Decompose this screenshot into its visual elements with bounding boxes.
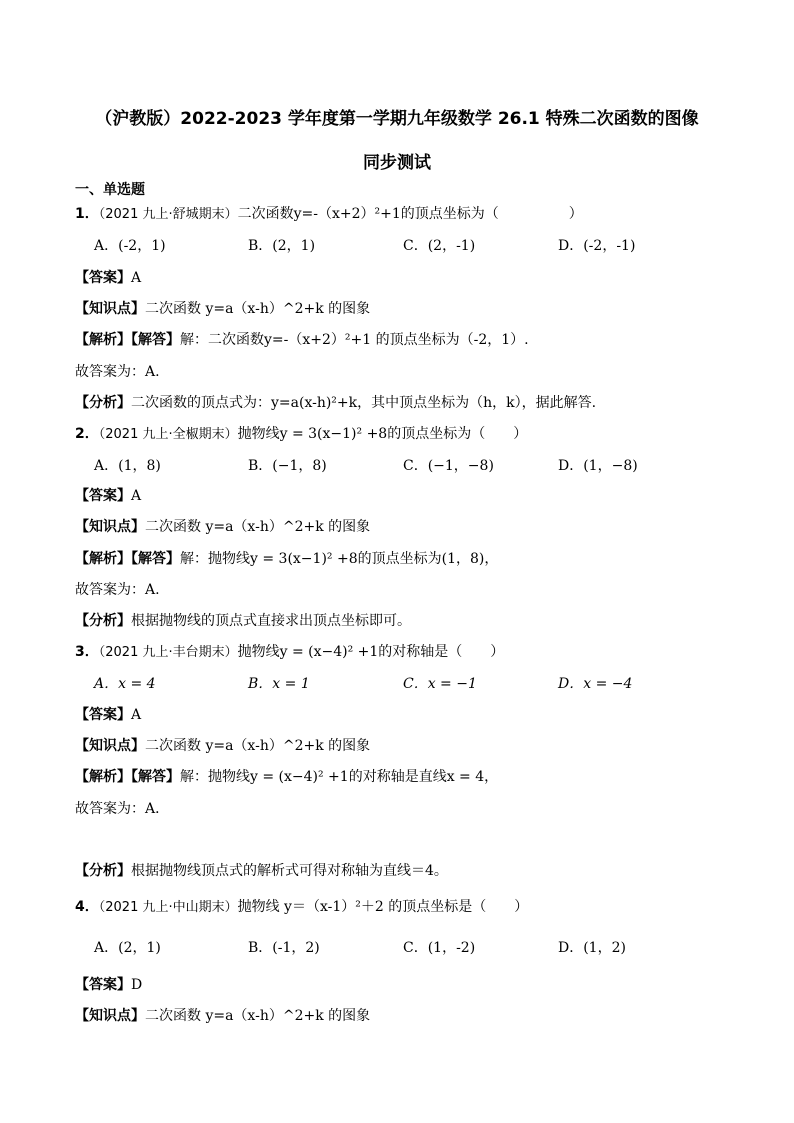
knowledge-label: 【知识点】 xyxy=(75,519,145,535)
answer-label: 【答案】 xyxy=(75,270,131,286)
analysis-label: 【解析】【解答】 xyxy=(75,551,180,567)
solution-text: 解：二次函数y=-（x+2）²+1 的顶点坐标为（-2，1）. xyxy=(180,332,529,348)
question-stem: 抛物线y = (x−4)² +1的对称轴是（ ） xyxy=(237,644,505,660)
knowledge-label: 【知识点】 xyxy=(75,1008,145,1024)
document-title-line1: （沪教版）2022-2023 学年度第一学期九年级数学 26.1 特殊二次函数的图像 xyxy=(95,109,699,129)
question-4-option-a: A．(2，1) xyxy=(94,940,161,956)
knowledge-text: 二次函数 y=a（x-h）^2+k 的图象 xyxy=(145,301,371,317)
analysis-label: 【解析】【解答】 xyxy=(75,332,180,348)
fenxi-text: 根据抛物线顶点式的解析式可得对称轴为直线＝4。 xyxy=(131,863,448,879)
knowledge-text: 二次函数 y=a（x-h）^2+k 的图象 xyxy=(145,519,371,535)
fenxi-label: 【分析】 xyxy=(75,863,131,879)
question-stem: 抛物线 y＝（x-1）²＋2 的顶点坐标是（ ） xyxy=(237,899,529,915)
question-1-stem-line xyxy=(75,204,583,225)
question-1-answer xyxy=(75,268,141,288)
question-stem: 二次函数y=-（x+2）²+1的顶点坐标为（ ） xyxy=(237,206,583,222)
question-3-solution xyxy=(75,767,498,787)
question-1-knowledge xyxy=(75,299,370,319)
question-number: 3． xyxy=(75,644,99,660)
question-number: 2． xyxy=(75,426,99,442)
question-2-solution xyxy=(75,549,498,569)
question-1-option-c: C．(2，-1) xyxy=(403,238,476,254)
solution-text: 解：抛物线y = 3(x−1)² +8的顶点坐标为(1，8)， xyxy=(180,551,499,567)
question-4-knowledge xyxy=(75,1006,370,1026)
question-1-conclusion: 故答案为：A. xyxy=(75,364,160,380)
question-3-stem-line xyxy=(75,642,504,663)
question-3-option-d: D．x = −4 xyxy=(558,676,633,692)
solution-text: 解：抛物线y = (x−4)² +1的对称轴是直线x = 4， xyxy=(180,769,499,785)
question-stem: 抛物线y = 3(x−1)² +8的顶点坐标为（ ） xyxy=(237,426,528,442)
question-source: （2021 九上·舒城期末） xyxy=(98,207,238,222)
question-3-fenxi xyxy=(75,861,448,881)
question-2-fenxi xyxy=(75,611,411,631)
question-4-option-c: C．(1，-2) xyxy=(403,940,476,956)
question-1-option-d: D．(-2，-1) xyxy=(558,238,636,254)
question-2-conclusion: 故答案为：A. xyxy=(75,582,160,598)
question-2-option-c: C．(−1，−8) xyxy=(403,458,494,474)
question-3-option-b: B．x = 1 xyxy=(248,676,310,692)
question-number: 4． xyxy=(75,899,99,915)
knowledge-text: 二次函数 y=a（x-h）^2+k 的图象 xyxy=(145,1008,371,1024)
question-source: （2021 九上·全椒期末） xyxy=(98,427,238,442)
knowledge-label: 【知识点】 xyxy=(75,738,145,754)
question-1-option-b: B．(2，1) xyxy=(248,238,316,254)
section-heading: 一、单选题 xyxy=(75,182,145,198)
question-number: 1． xyxy=(75,206,99,222)
question-source: （2021 九上·中山期末） xyxy=(98,900,238,915)
answer-value: A xyxy=(131,270,142,286)
question-3-answer xyxy=(75,705,141,725)
question-source: （2021 九上·丰台期末） xyxy=(98,645,238,660)
question-4-stem-line xyxy=(75,897,528,918)
question-4-option-d: D．(1，2) xyxy=(558,940,626,956)
question-1-option-a: A．(-2，1) xyxy=(94,238,166,254)
fenxi-label: 【分析】 xyxy=(75,395,131,411)
question-1-fenxi xyxy=(75,393,596,413)
question-3-knowledge xyxy=(75,736,370,756)
analysis-label: 【解析】【解答】 xyxy=(75,769,180,785)
answer-value: A xyxy=(131,488,142,504)
answer-label: 【答案】 xyxy=(75,977,131,993)
question-2-knowledge xyxy=(75,517,370,537)
question-1-solution xyxy=(75,330,529,350)
question-4-option-b: B．(-1，2) xyxy=(248,940,320,956)
question-2-option-d: D．(1，−8) xyxy=(558,458,638,474)
answer-label: 【答案】 xyxy=(75,488,131,504)
fenxi-text: 根据抛物线的顶点式直接求出顶点坐标即可。 xyxy=(131,613,411,629)
question-2-stem-line xyxy=(75,424,527,445)
question-2-option-a: A．(1，8) xyxy=(94,458,161,474)
question-4-answer xyxy=(75,975,142,995)
question-2-answer xyxy=(75,486,141,506)
fenxi-text: 二次函数的顶点式为：y=a(x-h)²+k，其中顶点坐标为（h，k），据此解答. xyxy=(131,395,597,411)
question-3-option-a: A．x = 4 xyxy=(94,676,156,692)
answer-label: 【答案】 xyxy=(75,707,131,723)
knowledge-text: 二次函数 y=a（x-h）^2+k 的图象 xyxy=(145,738,371,754)
question-3-option-c: C．x = −1 xyxy=(403,676,477,692)
document-title-line2: 同步测试 xyxy=(363,153,431,173)
question-3-conclusion: 故答案为：A． xyxy=(75,801,170,817)
knowledge-label: 【知识点】 xyxy=(75,301,145,317)
answer-value: A xyxy=(131,707,142,723)
question-2-option-b: B．(−1，8) xyxy=(248,458,327,474)
answer-value: D xyxy=(131,977,143,993)
fenxi-label: 【分析】 xyxy=(75,613,131,629)
